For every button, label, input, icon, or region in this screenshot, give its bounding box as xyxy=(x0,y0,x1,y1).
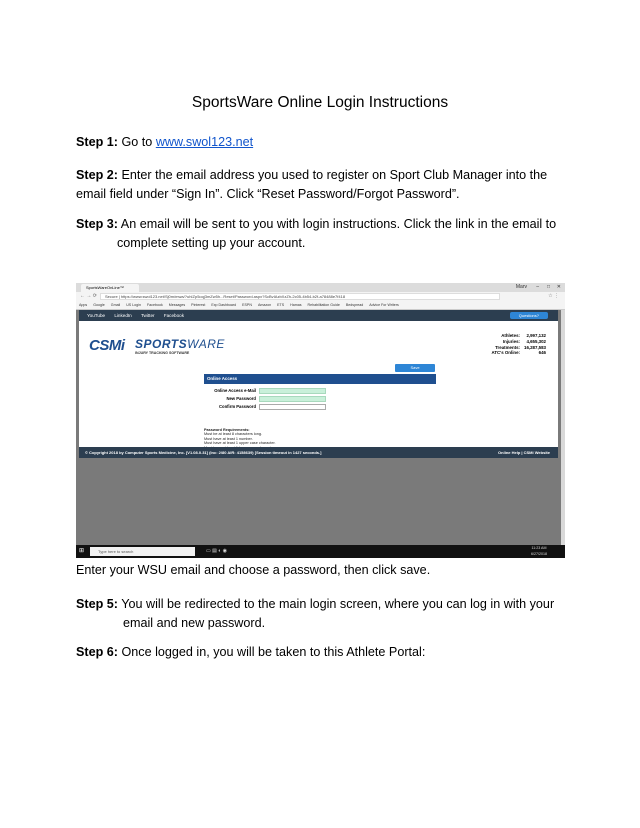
window-user: Marv xyxy=(515,284,527,290)
step-1-text: Go to xyxy=(118,135,156,149)
new-password-input[interactable] xyxy=(259,396,326,402)
windows-start-icon[interactable]: ⊞ xyxy=(79,548,85,554)
empty-page-area xyxy=(79,458,558,545)
maximize-icon[interactable]: □ xyxy=(546,284,550,290)
step-5-text-cont: email and new password. xyxy=(123,616,266,630)
csmi-logo xyxy=(89,337,225,355)
bookmark-item[interactable]: Facebook xyxy=(146,303,163,307)
windows-taskbar xyxy=(76,545,565,558)
save-button[interactable]: Save xyxy=(395,364,435,372)
stat-label: Injuries: xyxy=(502,338,520,344)
clock-date: 6/27/2018 xyxy=(531,551,547,556)
step-6 xyxy=(76,643,576,662)
stat-value: 4,655,302 xyxy=(526,338,546,344)
address-bar-row xyxy=(76,292,565,301)
stat-label: Treatments: xyxy=(495,344,520,350)
step-6-label: Step 6: xyxy=(76,645,118,659)
bookmark-item[interactable]: Apps xyxy=(79,303,88,307)
copyright-text: © Copyright 2018 by Computer Sports Medicine, Inc. [V1.08.0.31] (Inc: 2/80 AIR: 4158639) [Session timeout in 1427 seconds.] xyxy=(85,450,322,455)
nav-arrows-icon[interactable]: ← → ⟳ xyxy=(80,293,97,299)
bookmark-item[interactable]: Exp Dashboard xyxy=(211,303,237,307)
new-password-label: New Password xyxy=(226,396,256,401)
bookmark-item[interactable]: ESPN xyxy=(242,303,252,307)
step-3 xyxy=(76,215,576,253)
requirement-line: Must be at least 8 characters long. xyxy=(204,432,263,437)
linkedin-link[interactable]: LinkedIn xyxy=(114,313,132,318)
stat-value: 646 xyxy=(538,350,546,356)
logo-sports: SPORTS xyxy=(135,337,188,351)
email-input[interactable] xyxy=(259,388,326,394)
twitter-link[interactable]: Twitter xyxy=(141,313,155,318)
bookmark-item[interactable]: Bedspread xyxy=(345,303,364,307)
step-5 xyxy=(76,595,576,633)
stat-value: 16,287,583 xyxy=(524,344,546,350)
browser-menu-icon[interactable]: ☆ ⋮ xyxy=(548,293,559,299)
screenshot-caption: Enter your WSU email and choose a password, then click save. xyxy=(76,563,431,577)
bookmark-item[interactable]: Amazon xyxy=(257,303,272,307)
swol-page xyxy=(79,321,558,447)
step-3-text-cont: complete setting up your account. xyxy=(117,236,306,250)
stat-label: Athletes: xyxy=(501,333,520,338)
logo-subtitle: INJURY TRACKING SOFTWARE xyxy=(135,351,190,355)
social-bar xyxy=(79,310,558,321)
online-access-header: Online Access xyxy=(204,374,436,384)
bookmark-item[interactable]: Google xyxy=(93,303,105,307)
email-label: Online Access e-Mail xyxy=(214,388,256,393)
confirm-password-label: Confirm Password xyxy=(219,404,256,409)
step-3-text: An email will be sent to you with login instructions. Click the link in the email to xyxy=(118,217,557,231)
logo-ware: WARE xyxy=(187,337,225,351)
browser-tab[interactable]: SportsWareOnLine™ xyxy=(81,284,139,292)
requirement-line: Must have at least 1 number. xyxy=(204,436,253,441)
bookmark-item[interactable]: Advice For Writers xyxy=(369,303,399,307)
swol-link[interactable]: www.swol123.net xyxy=(155,135,254,149)
stat-value: 2,997,132 xyxy=(526,333,546,338)
stat-label: ATC's Online: xyxy=(491,350,520,356)
bookmark-item[interactable]: Messages xyxy=(168,303,186,307)
clock-time: 11:23 AM xyxy=(531,546,547,550)
close-icon[interactable]: ✕ xyxy=(556,284,561,290)
bookmarks-bar xyxy=(76,301,565,310)
step-6-text: Once logged in, you will be taken to this Athlete Portal: xyxy=(118,645,426,659)
bookmark-item[interactable]: Gmail xyxy=(110,303,121,307)
step-2-label: Step 2: xyxy=(76,168,118,182)
step-1 xyxy=(76,133,576,152)
requirement-line: Must have at least 1 upper case character. xyxy=(204,441,276,446)
bookmark-item[interactable]: Rehabilitation Guide xyxy=(307,303,340,307)
bookmark-item[interactable]: Hamas xyxy=(290,303,302,307)
browser-tabbar xyxy=(76,283,565,292)
page-footer xyxy=(79,447,558,458)
stats-panel xyxy=(486,333,546,356)
document-title: SportsWare Online Login Instructions xyxy=(191,94,449,111)
minimize-icon[interactable]: – xyxy=(536,284,539,290)
youtube-link[interactable]: YouTube xyxy=(87,313,106,318)
taskbar-clock xyxy=(531,546,547,557)
scrollbar[interactable] xyxy=(561,310,565,545)
url-input[interactable]: Secure | https://www.swol123.net/Sj0m/mwa/?uhIZp5oqj3mZw5h...Reset/Password.aspx?ScBvIAzbXzZh-2c05-4b54-b2f-a78488e7f418 xyxy=(100,293,500,300)
requirements-title: Password Requirements: xyxy=(204,428,250,432)
step-2-text: Enter the email address you used to register on Sport Club Manager into the email field under “Sign In”. Click “Reset Password/Forgot Password”. xyxy=(76,168,548,201)
step-5-text: You will be redirected to the main login screen, where you can log in with your xyxy=(118,597,555,611)
bookmark-item[interactable]: Pinterest xyxy=(191,303,206,307)
footer-links[interactable]: Online Help | CSMi Website xyxy=(498,450,550,455)
taskbar-search[interactable]: Type here to search xyxy=(90,547,195,556)
confirm-password-input[interactable] xyxy=(259,404,326,410)
stat-row xyxy=(486,350,546,356)
facebook-link[interactable]: Facebook xyxy=(163,313,184,318)
sportsware-logo xyxy=(135,337,225,355)
csmi-logo-text: CSMi xyxy=(89,337,125,354)
bookmark-item[interactable]: ETS xyxy=(277,303,285,307)
questions-button[interactable]: Questions? xyxy=(510,312,548,319)
embedded-screenshot xyxy=(76,283,565,558)
step-1-label: Step 1: xyxy=(76,135,118,149)
step-2 xyxy=(76,166,576,204)
step-5-label: Step 5: xyxy=(76,597,118,611)
step-3-label: Step 3: xyxy=(76,217,118,231)
bookmark-item[interactable]: US Login xyxy=(126,303,141,307)
taskbar-apps-icon[interactable]: ▭ ▤ ◐ ◉ xyxy=(206,548,227,554)
